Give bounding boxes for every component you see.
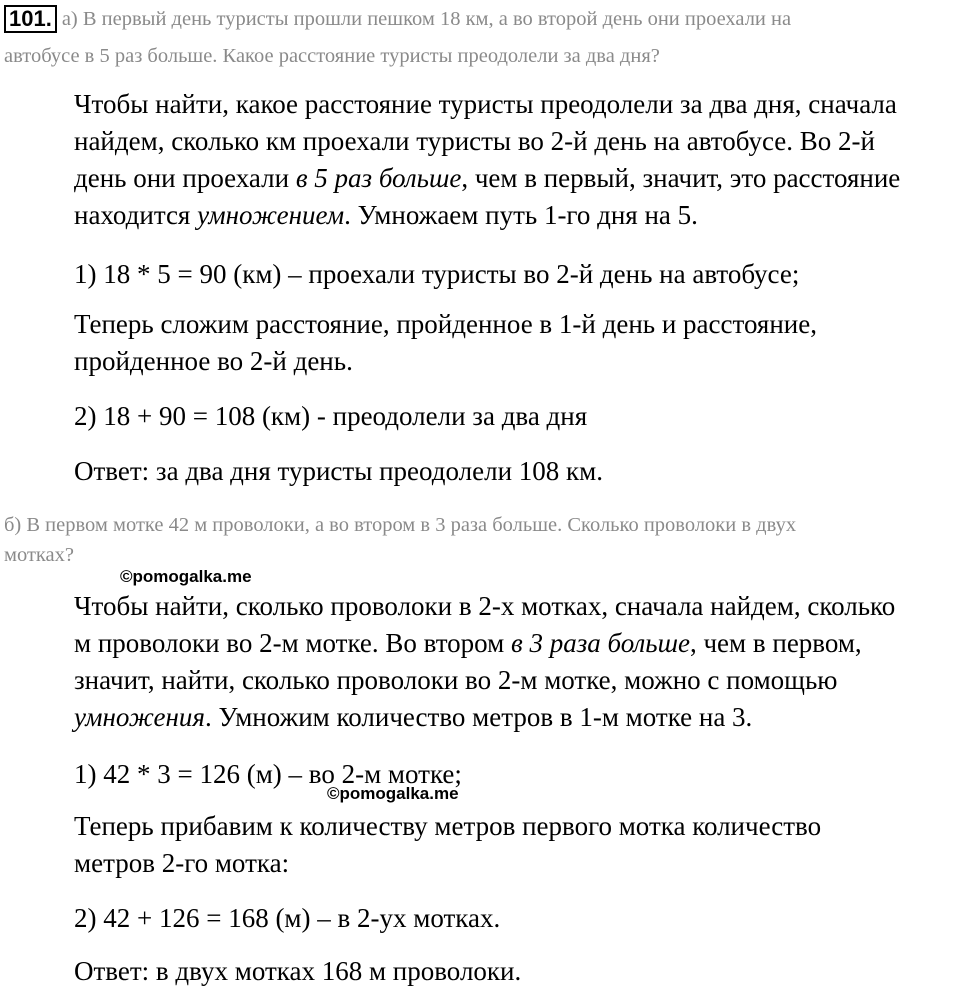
task-a-text-1: а) В первый день туристы прошли пешком 18 км, а во второй день они проехали на [61, 8, 792, 30]
watermark-middle: ©pomogalka.me [327, 784, 459, 803]
sol-b-p1-line-2-italic: в 3 раза больше [510, 628, 690, 658]
sol-b-p1-line-3: значит, найти, сколько проволоки во 2-м мотке, можно с помощью [74, 665, 838, 695]
sol-a-step-1: 1) 18 * 5 = 90 (км) – проехали туристы во 2-й день на автобусе; [74, 259, 800, 289]
task-a-line-2: автобусе в 5 раз больше. Какое расстояние туристы преодолели за два дня? [4, 45, 660, 67]
sol-a-p1-line-4 [74, 199, 698, 231]
task-a-line-1 [4, 7, 791, 35]
sol-a-p1-line-3-a: день они проехали [74, 163, 296, 193]
sol-a-answer: Ответ: за два дня туристы преодолели 108 км. [74, 456, 603, 486]
sol-a-p2-line-1: Теперь сложим расстояние, пройденное в 1-й день и расстояние, [74, 309, 817, 339]
sol-a-p1-line-3 [74, 162, 900, 194]
task-b-line-1: б) В первом мотке 42 м проволоки, а во втором в 3 раза больше. Сколько проволоки в двух [4, 514, 797, 536]
sol-a-p2-line-2: пройденное во 2-й день. [74, 346, 353, 376]
task-b-line-2: мотках? [4, 544, 75, 566]
sol-b-step-1: 1) 42 * 3 = 126 (м) – во 2-м мотке; [74, 759, 462, 789]
sol-b-p2-line-2: метров 2-го мотка: [74, 848, 290, 878]
sol-a-p1-line-3-italic: в 5 раз больше [295, 163, 462, 193]
sol-a-p1-line-3-b: , чем в первый, значит, это расстояние [461, 163, 901, 193]
sol-a-p1-line-2: найдем, сколько км проехали туристы во 2-й день на автобусе. Во 2-й [74, 126, 875, 156]
sol-b-p1-line-1: Чтобы найти, сколько проволоки в 2-х мотках, сначала найдем, сколько [74, 591, 896, 621]
sol-b-p1-line-4-b: . Умножим количество метров в 1-м мотке на 3. [204, 702, 753, 732]
sol-b-p1-line-2-a: м проволоки во 2-м мотке. Во втором [74, 628, 511, 658]
problem-number: 101. [4, 5, 57, 33]
sol-a-step-2: 2) 18 + 90 = 108 (км) - преодолели за два дня [74, 401, 588, 431]
sol-b-p1-line-4 [74, 701, 752, 733]
sol-a-p1-line-4-italic: умножением [197, 200, 345, 230]
sol-a-p1-line-4-b: . Умножаем путь 1-го дня на 5. [344, 200, 698, 230]
sol-a-p1-line-1: Чтобы найти, какое расстояние туристы преодолели за два дня, сначала [74, 89, 897, 119]
sol-b-p1-line-4-italic: умножения [74, 702, 205, 732]
sol-b-p1-line-2 [74, 627, 862, 659]
sol-b-step-2: 2) 42 + 126 = 168 (м) – в 2-ух мотках. [74, 903, 501, 933]
sol-a-p1-line-4-a: находится [74, 200, 198, 230]
watermark-top: ©pomogalka.me [120, 567, 252, 586]
sol-b-p2-line-1: Теперь прибавим к количеству метров первого мотка количество [74, 811, 822, 841]
sol-b-p1-line-2-b: , чем в первом, [689, 628, 862, 658]
sol-b-answer: Ответ: в двух мотках 168 м проволоки. [74, 956, 522, 986]
